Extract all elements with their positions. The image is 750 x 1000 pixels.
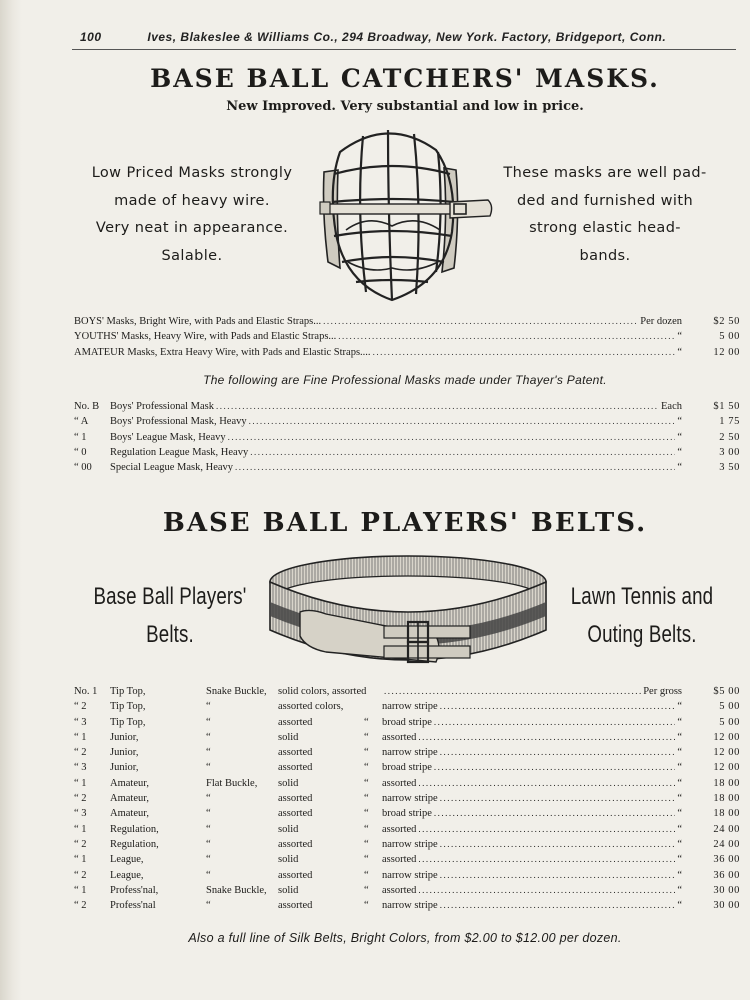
buckle-type: “ (206, 900, 211, 912)
item-number: “ 1 (74, 777, 87, 789)
masks-left-line: Very neat in appearance. (95, 220, 289, 236)
belts-title: BASE BALL PLAYERS' BELTS. (162, 508, 648, 538)
item-price: $2 50 (713, 316, 740, 327)
item-unit: Per dozen (640, 316, 682, 327)
running-head (80, 30, 740, 44)
color-style: assorted (278, 793, 313, 805)
ditto-mark: “ (364, 731, 369, 743)
item-description: assorted (382, 731, 417, 743)
list-item (74, 416, 740, 431)
item-unit: “ (677, 416, 682, 428)
leader-dots (418, 885, 675, 895)
item-number: “ 0 (74, 446, 87, 458)
item-price: 5 00 (719, 716, 740, 728)
item-description: broad stripe (382, 808, 432, 820)
item-name: Amateur, (110, 793, 149, 805)
players-belt-illustration (266, 552, 550, 682)
leader-dots (434, 808, 675, 818)
item-name: Profess'nal, (110, 884, 159, 896)
color-style: assorted (278, 838, 313, 850)
item-unit: Per gross (643, 686, 682, 697)
item-price: 18 00 (713, 793, 740, 805)
leader-dots (440, 900, 676, 910)
professional-masks-list (74, 401, 740, 477)
ditto-mark: “ (364, 808, 369, 820)
ditto-mark: “ (364, 793, 369, 805)
buckle-type: “ (206, 838, 211, 850)
item-unit: “ (677, 793, 682, 805)
item-price: 24 00 (713, 838, 740, 850)
item-description: narrow stripe (382, 869, 438, 881)
ditto-mark: “ (364, 716, 369, 728)
item-price: $1 50 (713, 401, 740, 412)
leader-dots (384, 686, 641, 696)
masks-title: BASE BALL CATCHERS' MASKS. (150, 64, 660, 93)
leader-dots (418, 854, 675, 864)
professional-note: The following are Fine Professional Masks made under Thayer's Patent. (203, 373, 607, 387)
item-price: 12 00 (713, 762, 740, 774)
item-number: “ 2 (74, 838, 87, 850)
item-number: “ 3 (74, 716, 87, 728)
leader-dots (216, 401, 659, 411)
item-number: “ 1 (74, 884, 87, 896)
item-number: “ 1 (74, 731, 87, 743)
item-number: “ 00 (74, 462, 92, 474)
item-number: “ A (74, 416, 89, 428)
item-price: 36 00 (713, 854, 740, 866)
item-unit: “ (677, 701, 682, 713)
item-number: “ 2 (74, 701, 87, 713)
item-name: Tip Top, (110, 716, 146, 728)
table-row (74, 778, 740, 793)
leader-dots (338, 331, 675, 341)
list-item (74, 447, 740, 462)
item-unit: “ (677, 346, 682, 358)
color-style: solid (278, 884, 299, 896)
buckle-type: “ (206, 854, 211, 866)
buckle-type: Flat Buckle, (206, 777, 258, 789)
color-style: solid colors, assorted (278, 686, 367, 697)
leader-dots (418, 824, 675, 834)
color-style: solid (278, 777, 299, 789)
item-description: Boys' Professional Mask (110, 401, 214, 412)
table-row (74, 808, 740, 823)
item-name: League, (110, 854, 144, 866)
list-item (74, 432, 740, 447)
color-style: assorted colors, (278, 701, 344, 713)
silk-belts-note: Also a full line of Silk Belts, Bright Colors, from $2.00 to $12.00 per dozen. (188, 931, 622, 945)
ditto-mark: “ (364, 869, 369, 881)
masks-right-text (490, 160, 720, 270)
item-price: 12 00 (713, 731, 740, 743)
ditto-mark: “ (364, 823, 369, 835)
ditto-mark: “ (364, 777, 369, 789)
item-price: 12 00 (713, 747, 740, 759)
belts-left-text (84, 578, 256, 654)
item-price: 5 00 (719, 331, 740, 343)
item-description: narrow stripe (382, 900, 438, 912)
buckle-type: “ (206, 731, 211, 743)
masks-right-line: These masks are well pad- (503, 165, 707, 181)
item-unit: Each (661, 401, 682, 412)
item-unit: “ (677, 762, 682, 774)
item-description: assorted (382, 854, 417, 866)
item-unit: “ (677, 331, 682, 343)
item-unit: “ (677, 854, 682, 866)
table-row (74, 686, 740, 701)
item-description: BOYS' Masks, Bright Wire, with Pads and Elastic Straps... (74, 316, 322, 327)
color-style: assorted (278, 762, 313, 774)
leader-dots (418, 778, 675, 788)
item-number: No. 1 (74, 686, 98, 697)
item-description: narrow stripe (382, 701, 438, 713)
item-name: League, (110, 869, 144, 881)
item-number: No. B (74, 401, 100, 412)
leader-dots (434, 717, 675, 727)
ditto-mark: “ (364, 854, 369, 866)
item-name: Tip Top, (110, 701, 146, 713)
item-description: Regulation League Mask, Heavy (110, 446, 249, 458)
item-number: “ 2 (74, 869, 87, 881)
leader-dots (440, 701, 676, 711)
masks-left-text (72, 160, 312, 270)
masks-right-line: ded and furnished with (516, 192, 694, 209)
table-row (74, 885, 740, 900)
item-price: 30 00 (713, 884, 740, 896)
buckle-type: Snake Buckle, (206, 884, 267, 896)
color-style: solid (278, 823, 299, 835)
item-unit: “ (677, 777, 682, 789)
item-description: assorted (382, 777, 417, 789)
item-price: 36 00 (713, 869, 740, 881)
masks-price-list (74, 316, 740, 362)
item-name: Junior, (110, 747, 139, 759)
item-description: broad stripe (382, 716, 432, 728)
catchers-mask-illustration (318, 122, 496, 308)
item-price: 18 00 (713, 777, 740, 789)
item-name: Junior, (110, 731, 139, 743)
item-description: assorted (382, 884, 417, 896)
leader-dots (228, 432, 676, 442)
item-unit: “ (677, 823, 682, 835)
item-unit: “ (677, 446, 682, 458)
item-name: Tip Top, (110, 686, 146, 697)
item-unit: “ (677, 731, 682, 743)
leader-dots (434, 762, 675, 772)
table-row (74, 793, 740, 808)
item-unit: “ (677, 431, 682, 443)
table-row (74, 824, 740, 839)
item-description: assorted (382, 823, 417, 835)
leader-dots (440, 839, 676, 849)
item-price: 24 00 (713, 823, 740, 835)
item-description: Boys' Professional Mask, Heavy (110, 416, 247, 428)
buckle-type: “ (206, 793, 211, 805)
color-style: solid (278, 731, 299, 743)
item-name: Amateur, (110, 777, 149, 789)
leader-dots (323, 316, 638, 326)
ditto-mark: “ (364, 838, 369, 850)
item-price: 5 00 (719, 701, 740, 713)
color-style: assorted (278, 716, 313, 728)
item-description: Special League Mask, Heavy (110, 462, 234, 474)
belts-right-text (556, 578, 728, 654)
buckle-type: “ (206, 716, 211, 728)
table-row (74, 747, 740, 762)
belts-right-line: Lawn Tennis and (570, 583, 714, 610)
header-rule (72, 49, 736, 50)
buckle-type: “ (206, 747, 211, 759)
color-style: solid (278, 854, 299, 866)
item-unit: “ (677, 462, 682, 474)
buckle-type: “ (206, 808, 211, 820)
belts-right-line: Outing Belts. (587, 621, 697, 648)
item-number: “ 2 (74, 793, 87, 805)
item-unit: “ (677, 884, 682, 896)
list-item (74, 331, 740, 346)
table-row (74, 762, 740, 777)
masks-left-line: Salable. (161, 247, 223, 264)
table-row (74, 900, 740, 915)
table-row (74, 870, 740, 885)
leader-dots (373, 347, 676, 357)
item-price: 3 00 (719, 446, 740, 458)
item-description: narrow stripe (382, 838, 438, 850)
buckle-type: “ (206, 869, 211, 881)
item-number: “ 3 (74, 808, 87, 820)
ditto-mark: “ (364, 900, 369, 912)
item-description: Boys' League Mask, Heavy (110, 431, 226, 443)
ditto-mark: “ (364, 762, 369, 774)
leader-dots (418, 732, 675, 742)
item-number: “ 2 (74, 747, 87, 759)
list-item (74, 462, 740, 477)
item-number: “ 1 (74, 854, 87, 866)
masks-right-line: strong elastic head- (529, 220, 681, 236)
color-style: assorted (278, 869, 313, 881)
item-unit: “ (677, 808, 682, 820)
table-row (74, 854, 740, 869)
leader-dots (440, 747, 676, 757)
masks-right-line: bands. (579, 247, 631, 264)
leader-dots (250, 447, 675, 457)
item-price: 2 50 (719, 431, 740, 443)
buckle-type: “ (206, 762, 211, 774)
masks-left-line: Low Priced Masks strongly (91, 165, 293, 181)
table-row (74, 701, 740, 716)
item-description: YOUTHS' Masks, Heavy Wire, with Pads and Elastic Straps... (74, 331, 337, 343)
item-description: broad stripe (382, 762, 432, 774)
buckle-type: “ (206, 701, 211, 713)
color-style: assorted (278, 900, 313, 912)
item-price: 18 00 (713, 808, 740, 820)
color-style: assorted (278, 747, 313, 759)
leader-dots (249, 416, 676, 426)
masks-left-line: made of heavy wire. (114, 192, 270, 209)
leader-dots (235, 462, 675, 472)
item-unit: “ (677, 747, 682, 759)
item-name: Regulation, (110, 823, 159, 835)
belts-price-list (74, 686, 740, 915)
leader-dots (440, 870, 676, 880)
list-item (74, 316, 740, 331)
leader-dots (440, 793, 676, 803)
item-number: “ 1 (74, 431, 87, 443)
item-price: 3 50 (719, 462, 740, 474)
publisher-line: Ives, Blakeslee & Williams Co., 294 Broadway, New York. Factory, Bridgeport, Conn. (147, 30, 667, 44)
item-name: Amateur, (110, 808, 149, 820)
table-row (74, 732, 740, 747)
item-number: “ 3 (74, 762, 87, 774)
item-price: 12 00 (713, 346, 740, 358)
item-number: “ 2 (74, 900, 87, 912)
item-description: narrow stripe (382, 793, 438, 805)
ditto-mark: “ (364, 884, 369, 896)
table-row (74, 839, 740, 854)
item-name: Regulation, (110, 838, 159, 850)
page-number: 100 (80, 30, 102, 44)
item-number: “ 1 (74, 823, 87, 835)
item-unit: “ (677, 869, 682, 881)
item-description: AMATEUR Masks, Extra Heavy Wire, with Pads and Elastic Straps.... (74, 346, 371, 358)
buckle-type: Snake Buckle, (206, 686, 267, 697)
item-description: narrow stripe (382, 747, 438, 759)
list-item (74, 347, 740, 362)
item-price: $5 00 (713, 686, 740, 697)
belts-left-line: Belts. (146, 621, 194, 648)
item-name: Junior, (110, 762, 139, 774)
item-name: Profess'nal (110, 900, 156, 912)
item-price: 1 75 (719, 416, 740, 428)
list-item (74, 401, 740, 416)
item-price: 30 00 (713, 900, 740, 912)
belts-left-line: Base Ball Players' (93, 583, 247, 610)
item-unit: “ (677, 900, 682, 912)
table-row (74, 717, 740, 732)
item-unit: “ (677, 716, 682, 728)
masks-subtitle: New Improved. Very substantial and low in price. (226, 99, 584, 114)
buckle-type: “ (206, 823, 211, 835)
item-unit: “ (677, 838, 682, 850)
page-binding-edge (0, 0, 22, 1000)
ditto-mark: “ (364, 747, 369, 759)
color-style: assorted (278, 808, 313, 820)
